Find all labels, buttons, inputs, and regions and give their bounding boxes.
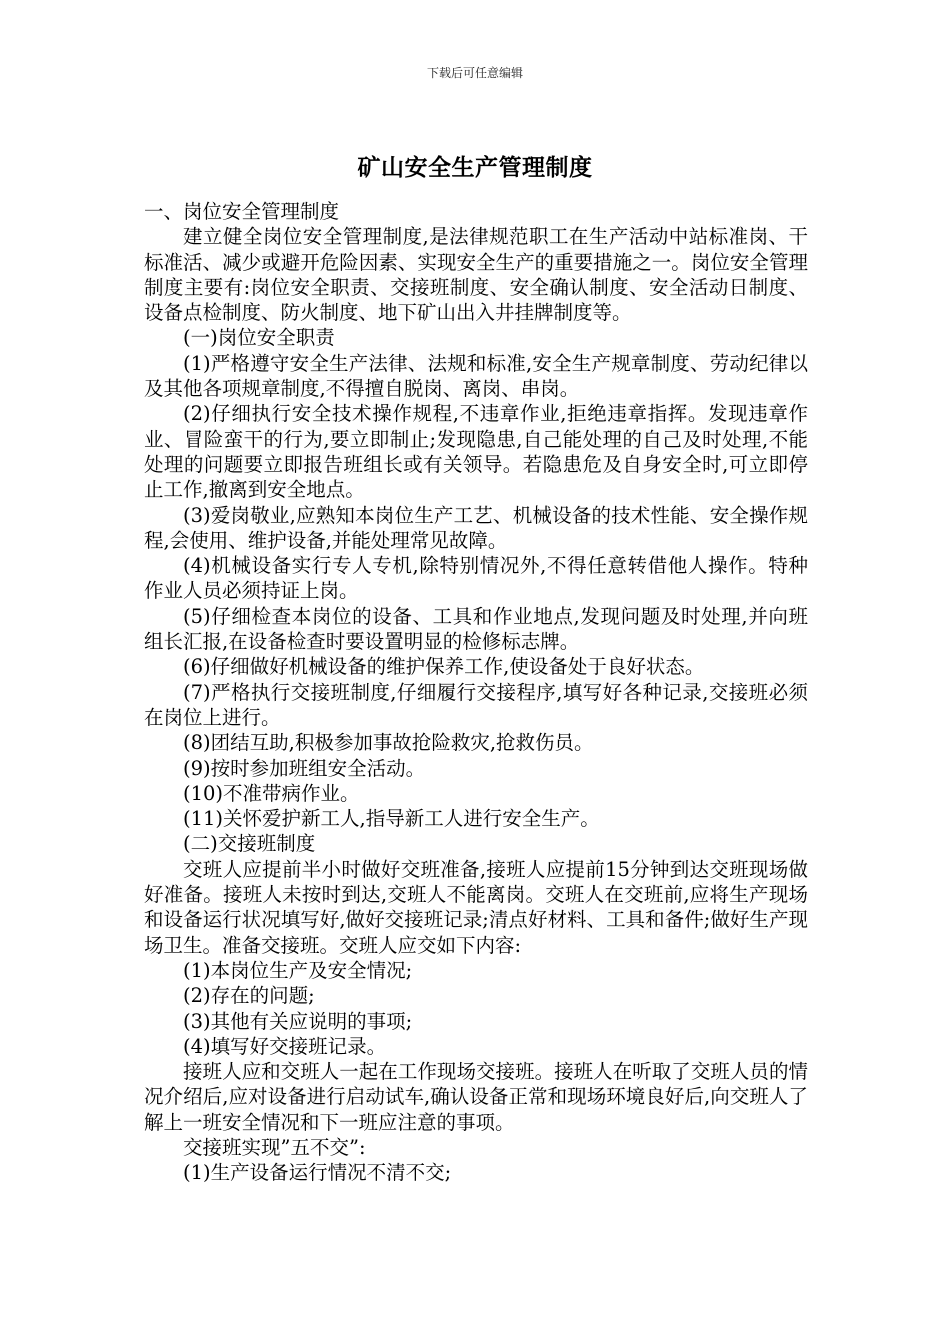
document-title: 矿山安全生产管理制度: [357, 154, 593, 181]
paragraph: (6)仔细做好机械设备的维护保养工作,使设备处于良好状态。: [183, 655, 705, 679]
header-note: 下载后可任意编辑: [426, 66, 523, 80]
paragraph: (10)不准带病作业。: [183, 781, 360, 805]
paragraph: (11)关怀爱护新工人,指导新工人进行安全生产。: [183, 807, 600, 831]
paragraph: (2)存在的问题;: [183, 984, 315, 1008]
paragraph: (一)岗位安全职责: [183, 326, 335, 350]
document-body: [144, 199, 808, 1186]
paragraph: (8)团结互助,积极参加事故抢险救灾,抢救伤员。: [183, 731, 594, 755]
paragraph: (3)爱岗敬业,应熟知本岗位生产工艺、机械设备的技术性能、安全操作规程,会使用、维护设备,并能处理常见故障。: [144, 503, 808, 552]
paragraph: 交接班实现”五不交”:: [183, 1135, 366, 1159]
paragraph: (4)机械设备实行专人专机,除特别情况外,不得任意转借他人操作。特种作业人员必须持证上岗。: [144, 554, 808, 603]
paragraph: (4)填写好交接班记录。: [183, 1034, 387, 1058]
paragraph: 建立健全岗位安全管理制度,是法律规范职工在生产活动中站标准岗、干标准活、减少或避开危险因素、实现安全生产的重要措施之一。岗位安全管理制度主要有:岗位安全职责、交接班制度、安全确认制度、安全活动日制度、设备点检制度、防火制度、地下矿山出入井挂牌制度等。: [144, 225, 808, 325]
paragraph: (2)仔细执行安全技术操作规程,不违章作业,拒绝违章指挥。发现违章作业、冒险蛮干的行为,要立即制止;发现隐患,自己能处理的自己及时处理,不能处理的问题要立即报告班组长或有关领导。若隐患危及自身安全时,可立即停止工作,撤离到安全地点。: [144, 402, 808, 502]
paragraph: (二)交接班制度: [183, 832, 316, 856]
paragraph: (7)严格执行交接班制度,仔细履行交接程序,填写好各种记录,交接班必须在岗位上进行。: [144, 680, 808, 729]
paragraph: (1)本岗位生产及安全情况;: [183, 958, 413, 982]
paragraph: 接班人应和交班人一起在工作现场交接班。接班人在听取了交班人员的情况介绍后,应对设备进行启动试车,确认设备正常和现场环境良好后,向交班人了解上一班安全情况和下一班应注意的事项。: [144, 1060, 808, 1134]
paragraph: (9)按时参加班组安全活动。: [183, 756, 426, 780]
paragraph: 一、岗位安全管理制度: [144, 200, 340, 223]
paragraph: 交班人应提前半小时做好交班准备,接班人应提前15分钟到达交班现场做好准备。接班人未按时到达,交班人不能离岗。交班人在交班前,应将生产现场和设备运行状况填写好,做好交接班记录;清点好材料、工具和备件;做好生产现场卫生。准备交接班。交班人应交如下内容:: [144, 857, 808, 957]
paragraph: (1)生产设备运行情况不清不交;: [183, 1161, 452, 1185]
paragraph: (1)严格遵守安全生产法律、法规和标准,安全生产规章制度、劳动纪律以及其他各项规章制度,不得擅自脱岗、离岗、串岗。: [144, 351, 808, 401]
paragraph: (3)其他有关应说明的事项;: [183, 1009, 413, 1033]
paragraph: (5)仔细检查本岗位的设备、工具和作业地点,发现问题及时处理,并向班组长汇报,在设备检查时要设置明显的检修标志牌。: [144, 604, 808, 654]
